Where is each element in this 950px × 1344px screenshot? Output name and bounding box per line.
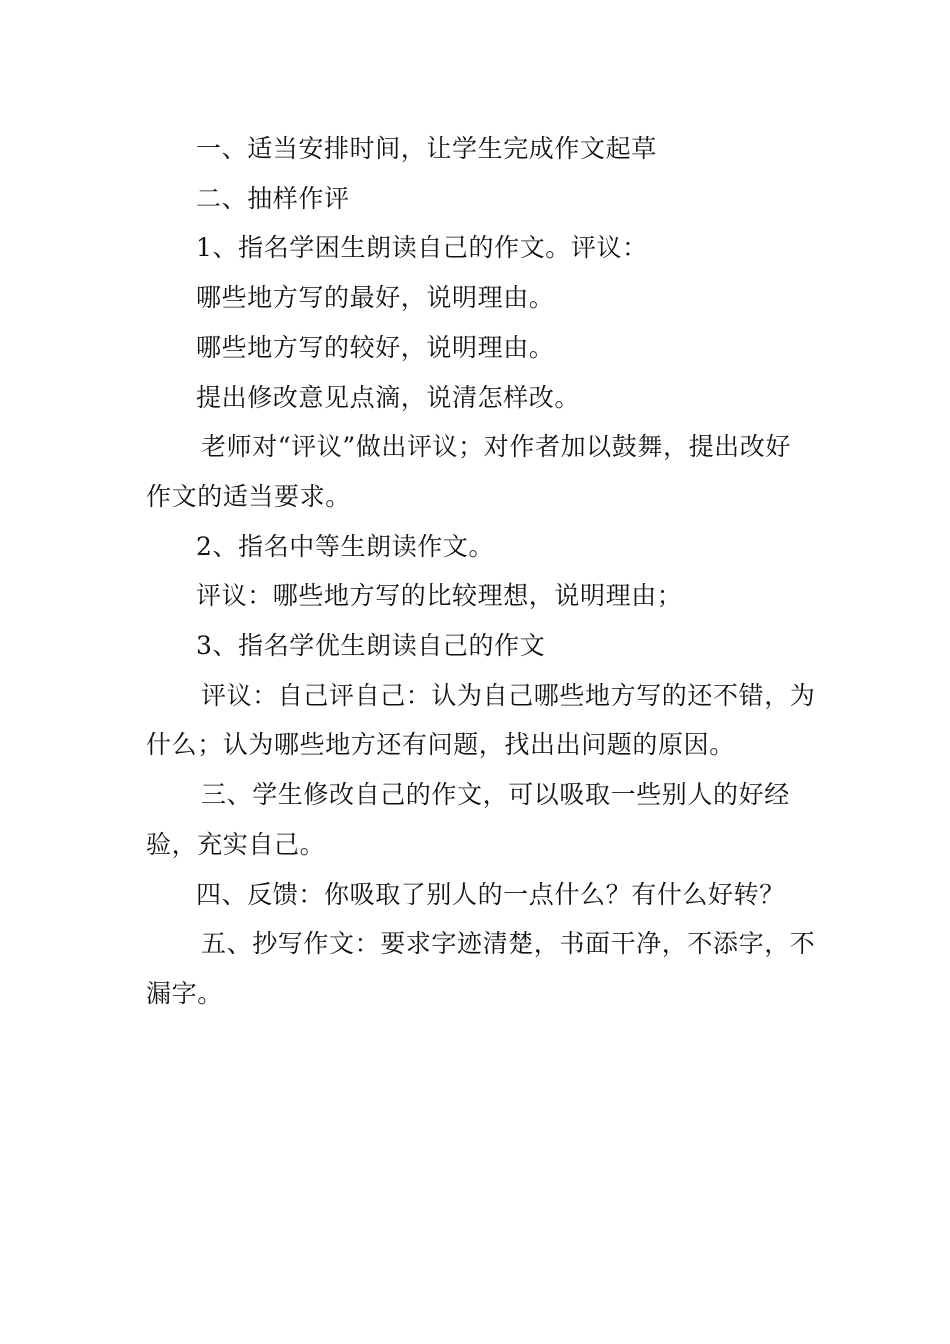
- step-3-text: 3、指名学优生朗读自己的作文: [196, 631, 546, 661]
- document-body: [146, 124, 816, 1019]
- evaluation-point-best: 哪些地方写的最好，说明理由。: [196, 283, 555, 313]
- evaluation-point-good: 哪些地方写的较好，说明理由。: [196, 332, 555, 362]
- section-heading-3: 三、学生修改自己的作文，可以吸取一些别人的好经验，充实自己。: [146, 780, 790, 859]
- step-1-text: 1、指名学困生朗读自己的作文。评议：: [196, 233, 648, 263]
- section-heading-4: 四、反馈：你吸取了别人的一点什么？有什么好转？: [196, 879, 785, 909]
- step-2-evaluation: 评议：哪些地方写的比较理想，说明理由；: [196, 581, 683, 611]
- step-2-text: 2、指名中等生朗读作文。: [196, 531, 495, 561]
- evaluation-point-suggestions: 提出修改意见点滴，说清怎样改。: [196, 382, 581, 412]
- step-3-evaluation: 评议：自己评自己：认为自己哪些地方写的还不错，为什么；认为哪些地方还有问题，找出出问题的原因。: [146, 680, 816, 760]
- section-heading-1: 一、适当安排时间，让学生完成作文起草: [196, 134, 657, 163]
- teacher-evaluation-paragraph: 老师对“评议”做出评议；对作者加以鼓舞，提出改好作文的适当要求。: [146, 432, 791, 511]
- section-heading-2: 二、抽样作评: [196, 183, 350, 213]
- section-heading-5: 五、抄写作文：要求字迹清楚，书面干净，不添字，不漏字。: [146, 929, 816, 1008]
